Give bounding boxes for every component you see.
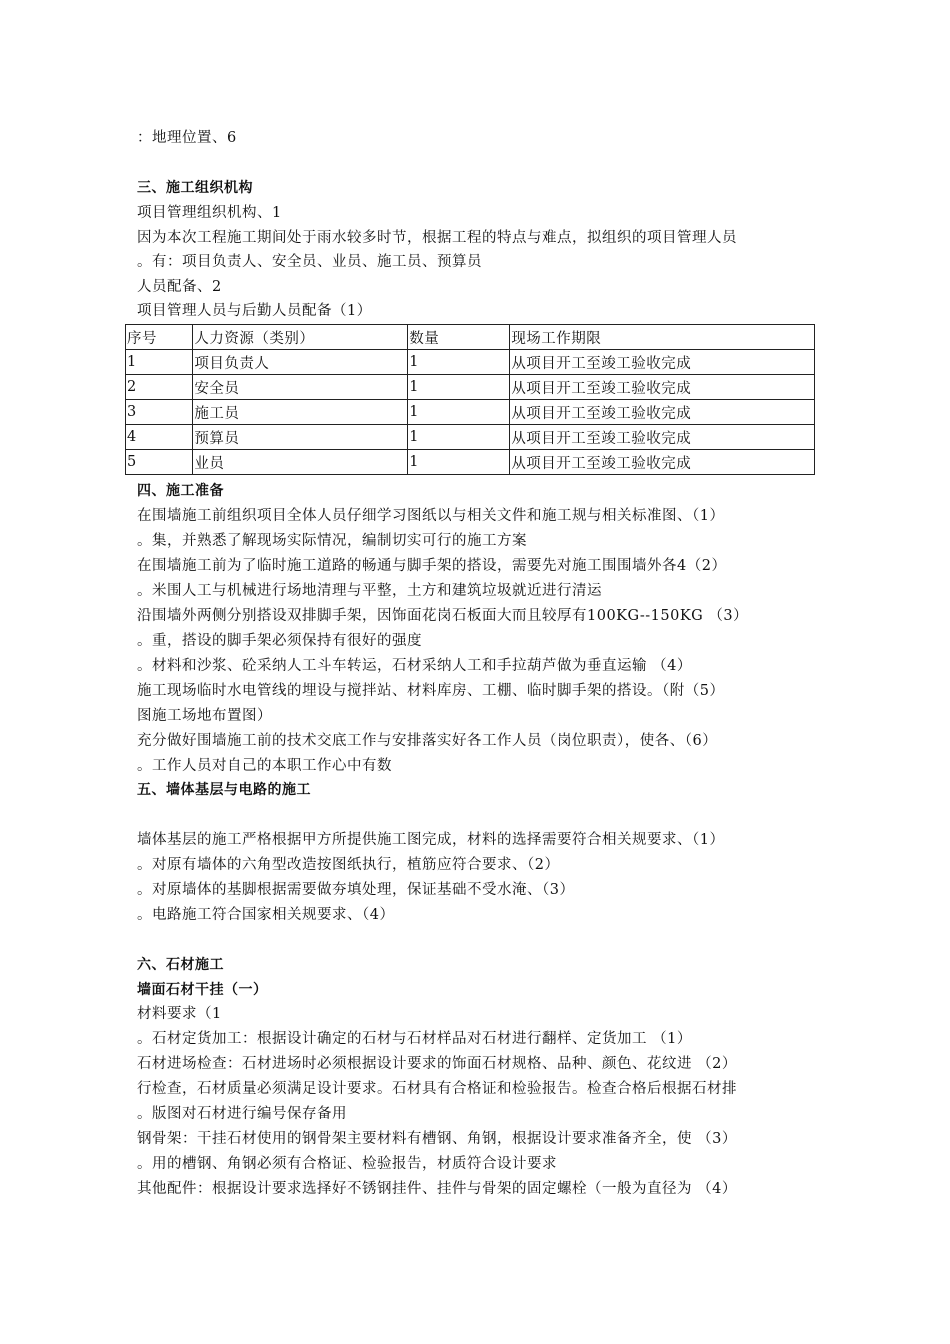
table-cell: 从项目开工至竣工验收完成 bbox=[510, 375, 815, 400]
table-row bbox=[126, 375, 815, 400]
staff-table bbox=[125, 324, 815, 475]
text-line: 石材进场检查：石材进场时必须根据设计要求的饰面石材规格、品种、颜色、花纹进 （2） bbox=[137, 1056, 737, 1072]
table-cell: 2 bbox=[126, 375, 193, 400]
text-line: 。有：项目负责人、安全员、业员、施工员、预算员 bbox=[137, 254, 482, 270]
text-line: 。版图对石材进行编号保存备用 bbox=[137, 1106, 347, 1122]
table-row bbox=[126, 450, 815, 475]
text-line: 。电路施工符合国家相关规要求、（4） bbox=[137, 907, 395, 923]
text-line: 。用的槽钢、角钢必须有合格证、检验报告，材质符合设计要求 bbox=[137, 1156, 557, 1172]
table-cell: 业员 bbox=[193, 450, 408, 475]
table-cell: 项目负责人 bbox=[193, 350, 408, 375]
table-cell: 从项目开工至竣工验收完成 bbox=[510, 350, 815, 375]
section-heading: 三、施工组织机构 bbox=[137, 180, 253, 196]
table-header-cell: 序号 bbox=[126, 325, 193, 350]
table-header-row bbox=[126, 325, 815, 350]
text-line: 在围墙施工前组织项目全体人员仔细学习图纸以与相关文件和施工规与相关标准图、（1） bbox=[137, 508, 725, 524]
table-cell: 4 bbox=[126, 425, 193, 450]
text-line: 行检查，石材质量必须满足设计要求。石材具有合格证和检验报告。检查合格后根据石材排 bbox=[137, 1081, 737, 1097]
text-line: ：地理位置、6 bbox=[137, 130, 237, 146]
text-line: 人员配备、2 bbox=[137, 279, 222, 295]
table-cell: 从项目开工至竣工验收完成 bbox=[510, 425, 815, 450]
table-cell: 3 bbox=[126, 400, 193, 425]
text-line: 施工现场临时水电管线的埋设与搅拌站、材料库房、工棚、临时脚手架的搭设。（附（5） bbox=[137, 683, 725, 699]
table-header-cell: 人力资源（类别） bbox=[193, 325, 408, 350]
text-line: 。材料和沙浆、砼采纳人工斗车转运，石材采纳人工和手拉葫芦做为垂直运输 （4） bbox=[137, 658, 692, 674]
text-line: 钢骨架：干挂石材使用的钢骨架主要材料有槽钢、角钢，根据设计要求准备齐全，使 （3） bbox=[137, 1131, 737, 1147]
table-header-cell: 现场工作期限 bbox=[510, 325, 815, 350]
text-line: 材料要求（1 bbox=[137, 1006, 222, 1022]
table-cell: 1 bbox=[408, 425, 510, 450]
table-row bbox=[126, 350, 815, 375]
table-cell: 1 bbox=[408, 450, 510, 475]
table-cell: 1 bbox=[408, 400, 510, 425]
text-line: 。对原墙体的基脚根据需要做夯填处理，保证基础不受水淹、（3） bbox=[137, 882, 575, 898]
text-line: 。工作人员对自己的本职工作心中有数 bbox=[137, 758, 392, 774]
text-line: 其他配件：根据设计要求选择好不锈钢挂件、挂件与骨架的固定螺栓（一般为直径为 （4） bbox=[137, 1181, 737, 1197]
subsection-heading: 墙面石材干挂（一） bbox=[137, 982, 268, 998]
table-row bbox=[126, 425, 815, 450]
text-line: 墙体基层的施工严格根据甲方所提供施工图完成，材料的选择需要符合相关规要求、（1） bbox=[137, 832, 725, 848]
section-heading: 五、墙体基层与电路的施工 bbox=[137, 782, 311, 798]
table-cell: 1 bbox=[126, 350, 193, 375]
text-line: 图施工场地布置图） bbox=[137, 708, 272, 724]
table-caption: 项目管理人员与后勤人员配备（1） bbox=[137, 303, 372, 319]
table-cell: 1 bbox=[408, 375, 510, 400]
text-line: 。对原有墙体的六角型改造按图纸执行，植筋应符合要求、（2） bbox=[137, 857, 560, 873]
table-cell: 施工员 bbox=[193, 400, 408, 425]
table-header-cell: 数量 bbox=[408, 325, 510, 350]
table-cell: 从项目开工至竣工验收完成 bbox=[510, 400, 815, 425]
text-line: 。石材定货加工：根据设计确定的石材与石材样品对石材进行翻样、定货加工 （1） bbox=[137, 1031, 692, 1047]
table-cell: 预算员 bbox=[193, 425, 408, 450]
table-cell: 从项目开工至竣工验收完成 bbox=[510, 450, 815, 475]
table-row bbox=[126, 400, 815, 425]
section-heading: 四、施工准备 bbox=[137, 483, 224, 499]
table-cell: 5 bbox=[126, 450, 193, 475]
text-line: 在围墙施工前为了临时施工道路的畅通与脚手架的搭设，需要先对施工围围墙外各4（2） bbox=[137, 558, 727, 574]
text-line: 。米围人工与机械进行场地清理与平整，土方和建筑垃圾就近进行清运 bbox=[137, 583, 602, 599]
text-line: 。集，并熟悉了解现场实际情况，编制切实可行的施工方案 bbox=[137, 533, 527, 549]
section-heading: 六、石材施工 bbox=[137, 957, 224, 973]
text-line: 。重，搭设的脚手架必须保持有很好的强度 bbox=[137, 633, 422, 649]
text-line: 充分做好围墙施工前的技术交底工作与安排落实好各工作人员（岗位职责），使各、（6） bbox=[137, 733, 718, 749]
text-line: 沿围墙外两侧分别搭设双排脚手架，因饰面花岗石板面大而且较厚有100KG--150KG （3） bbox=[137, 608, 749, 624]
text-line: 项目管理组织机构、1 bbox=[137, 205, 282, 221]
table-cell: 安全员 bbox=[193, 375, 408, 400]
text-line: 因为本次工程施工期间处于雨水较多时节，根据工程的特点与难点，拟组织的项目管理人员 bbox=[137, 230, 737, 246]
table-cell: 1 bbox=[408, 350, 510, 375]
